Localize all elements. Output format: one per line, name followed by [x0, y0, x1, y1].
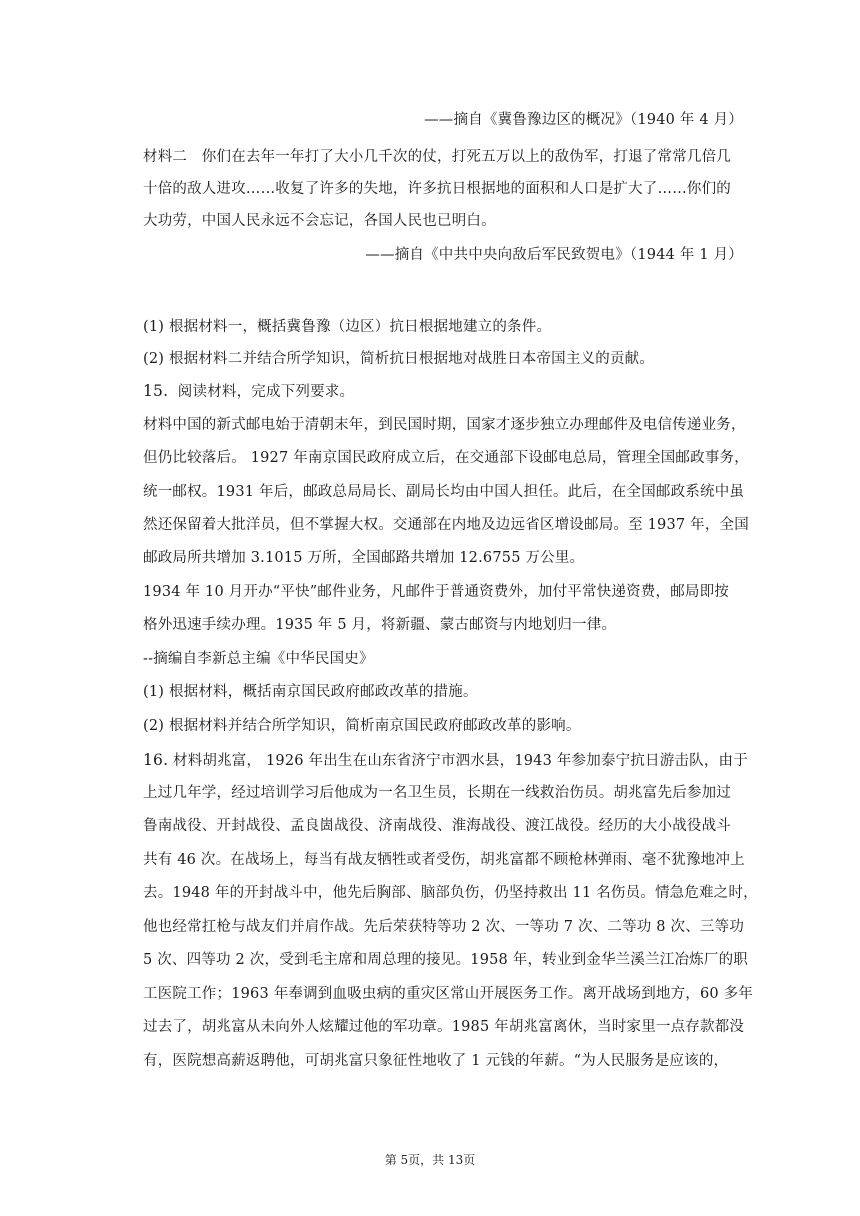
q15-material-line-2: 但仍比较落后。 1927 年南京国民政府成立后，在交通部下设邮电总局，管理全国邮政事务， [143, 450, 749, 466]
q15-material-line-5: 邮政局所共增加 3.1015 万所，全国邮路共增加 12.6755 万公里。 [143, 550, 585, 566]
q16-line-9: 过去了，胡兆富从未向外人炫耀过他的军功章。1985 年胡兆富离休，当时家里一点存款都没 [143, 1019, 745, 1035]
q16-line-8: 工医院工作；1963 年奉调到血吸虫病的重灾区常山开展医务工作。离开战场到地方，60 多年 [143, 986, 754, 1002]
q15-heading [143, 381, 749, 402]
q14-subquestion-1: (1) 根据材料一，概括冀鲁豫（边区）抗日根据地建立的条件。 [143, 319, 552, 335]
q16-line-5: 去。1948 年的开封战斗中，他先后胸部、脑部负伤，仍坚持救出 11 名伤员。情急危难之时， [143, 885, 758, 901]
q16-line-4: 共有 46 次。在战场上，每当有战友牺牲或者受伤，胡兆富都不顾枪林弹雨、毫不犹豫地冲上 [143, 852, 745, 868]
q16-line-2: 上过几年学，经过培训学习后他成为一名卫生员，长期在一线救治伤员。胡兆富先后参加过 [143, 785, 731, 801]
q15-material-line-1: 材料中国的新式邮电始于清朝末年，到民国时期，国家才逐步独立办理邮件及电信传递业务， [143, 417, 746, 433]
q15-title: 阅读材料，完成下列要求。 [173, 384, 355, 400]
q16-number: 16. [143, 751, 169, 769]
material2-source: ——摘自《中共中央向敌后军民致贺电》（1944 年 1 月） [365, 247, 743, 263]
q16-line-7: 5 次、四等功 2 次，受到毛主席和周总理的接见。1958 年，转业到金华兰溪兰江冶炼厂的职 [143, 952, 748, 968]
q15-material-line-6: 1934 年 10 月开办“平快”邮件业务，凡邮件于普通资费外，加付平常快递资费，邮局即按 [143, 584, 730, 600]
q15-subquestion-1: (1) 根据材料，概括南京国民政府邮政改革的措施。 [143, 684, 478, 700]
material2-line-2: 十倍的敌人进攻……收复了许多的失地，许多抗日根据地的面积和人口是扩大了……你们的 [143, 181, 731, 197]
q14-subquestion-2: (2) 根据材料二并结合所学知识，简析抗日根据地对战胜日本帝国主义的贡献。 [143, 351, 655, 367]
page-footer: 第 5页，共 13页 [384, 1153, 476, 1167]
q16-line-10: 有，医院想高薪返聘他，可胡兆富只象征性地收了 1 元钱的年薪。“为人民服务是应该的， [143, 1053, 729, 1069]
q15-material-line-4: 然还保留着大批洋员，但不掌握大权。交通部在内地及边远省区增设邮局。至 1937 年，全国 [143, 517, 749, 533]
q16-text-start: 材料胡兆富， 1926 年出生在山东省济宁市泗水县，1943 年参加泰宁抗日游击队，由于 [173, 753, 748, 769]
q15-material-line-7: 格外迅速手续办理。1935 年 5 月，将新疆、蒙古邮资与内地划归一律。 [143, 617, 617, 633]
q16-first-line [143, 750, 749, 771]
material2-line-3: 大功劳，中国人民永远不会忘记，各国人民也已明白。 [143, 213, 496, 229]
q15-material-source: --摘编自李新总主编《中华民国史》 [143, 651, 374, 667]
q15-material-line-3: 统一邮权。1931 年后，邮政总局局长、副局长均由中国人担任。此后，在全国邮政系统中虽 [143, 484, 745, 500]
q16-line-3: 鲁南战役、开封战役、孟良崮战役、济南战役、淮海战役、渡江战役。经历的大小战役战斗 [143, 818, 731, 834]
q15-number: 15. [143, 382, 169, 400]
material1-source: ——摘自《冀鲁豫边区的概况》（1940 年 4 月） [424, 112, 743, 128]
material2-line-1: 材料二 你们在去年一年打了大小几千次的仗，打死五万以上的敌伪军，打退了常常几倍几 [143, 149, 731, 165]
q15-subquestion-2: (2) 根据材料并结合所学知识，简析南京国民政府邮政改革的影响。 [143, 718, 581, 734]
q16-line-6: 他也经常扛枪与战友们并肩作战。先后荣获特等功 2 次、一等功 7 次、二等功 8 次、三等功 [143, 919, 745, 935]
